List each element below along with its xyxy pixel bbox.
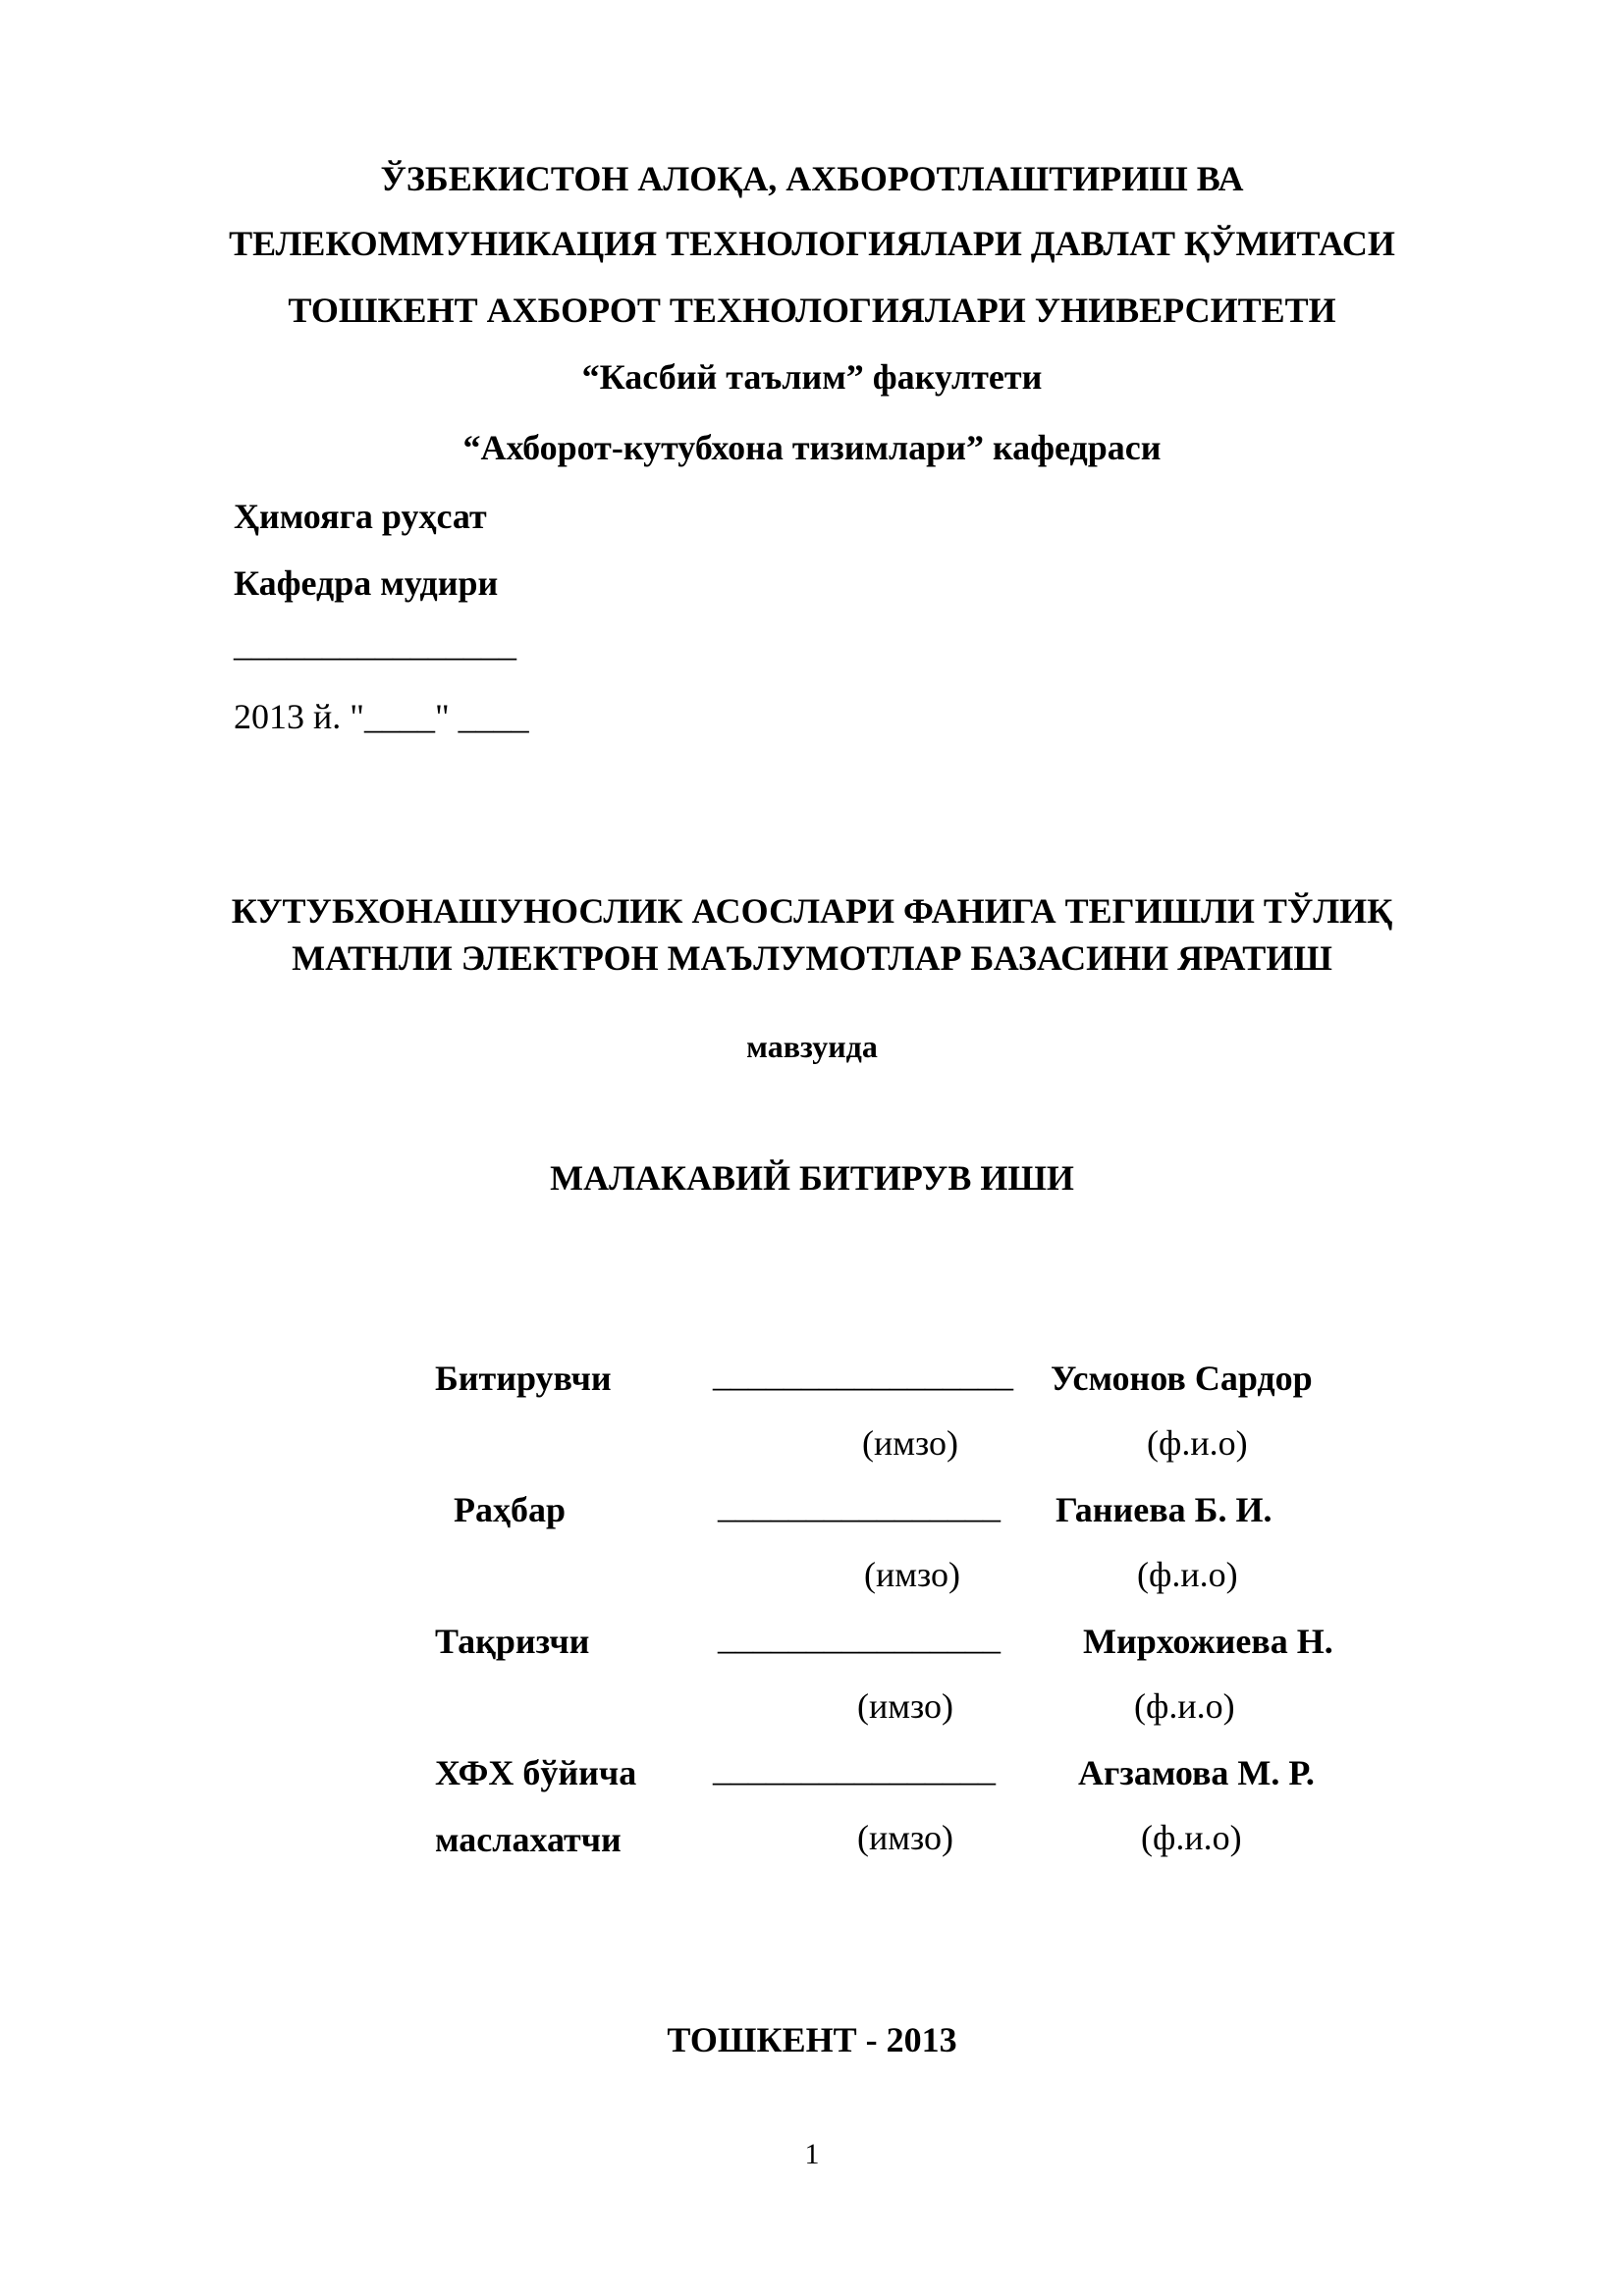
- signature-sign-label: (имзо): [862, 1423, 959, 1463]
- signature-blank: ________________: [713, 1749, 996, 1789]
- approval-signature-blank: ________________: [234, 624, 516, 664]
- signature-name-label: (ф.и.о): [1134, 1686, 1235, 1726]
- approval-date: 2013 й. "____" ____: [234, 697, 529, 736]
- city-year: ТОШКЕНТ - 2013: [667, 2020, 957, 2059]
- approval-line-2: Кафедра мудири: [234, 563, 499, 603]
- signature-name-label: (ф.и.о): [1141, 1818, 1242, 1857]
- header-line-2: ТЕЛЕКОММУНИКАЦИЯ ТЕХНОЛОГИЯЛАРИ ДАВЛАТ ҚЎМИТАСИ: [229, 224, 1395, 263]
- signature-name: Мирхожиева Н.: [1083, 1622, 1333, 1661]
- signature-name: Усмонов Сардор: [1051, 1359, 1313, 1398]
- signature-name-label: (ф.и.о): [1137, 1555, 1238, 1594]
- topic-line-2: МАТНЛИ ЭЛЕКТРОН МАЪЛУМОТЛАР БАЗАСИНИ ЯРАТИШ: [292, 938, 1332, 978]
- signature-blank: ________________: [718, 1618, 1001, 1657]
- signature-name-label: (ф.и.о): [1147, 1423, 1248, 1463]
- topic-line-1: КУТУБХОНАШУНОСЛИК АСОСЛАРИ ФАНИГА ТЕГИШЛИ ТЎЛИҚ: [231, 891, 1393, 931]
- signature-sign-label: (имзо): [864, 1555, 961, 1594]
- department-name: “Ахборот-кутубхона тизимлари” кафедраси: [462, 428, 1162, 467]
- topic-subtitle: мавзуида: [746, 1029, 878, 1064]
- signature-sign-label: (имзо): [857, 1686, 954, 1726]
- signature-role: Раҳбар: [454, 1490, 567, 1529]
- signature-role: ХФХ бўйича: [435, 1753, 637, 1792]
- signature-role: Битирувчи: [435, 1359, 612, 1398]
- faculty-name: “Касбий таълим” факултети: [581, 357, 1043, 397]
- signature-sign-label: (имзо): [857, 1818, 954, 1857]
- signature-blank: _________________: [713, 1355, 1013, 1394]
- approval-line-1: Ҳимояга руҳсат: [234, 497, 487, 536]
- header-line-1: ЎЗБЕКИСТОН АЛОҚА, АХБОРОТЛАШТИРИШ ВА: [380, 159, 1244, 198]
- signature-blank: ________________: [718, 1486, 1001, 1525]
- work-title: МАЛАКАВИЙ БИТИРУВ ИШИ: [550, 1158, 1074, 1198]
- signature-name: Агзамова М. Р.: [1078, 1753, 1315, 1792]
- signature-name: Ганиева Б. И.: [1056, 1490, 1272, 1529]
- signature-role: Тақризчи: [435, 1622, 590, 1661]
- signature-role-line-2: маслахатчи: [435, 1820, 622, 1859]
- header-line-3: ТОШКЕНТ АХБОРОТ ТЕХНОЛОГИЯЛАРИ УНИВЕРСИТЕТИ: [288, 291, 1336, 330]
- page-number: 1: [804, 2138, 820, 2170]
